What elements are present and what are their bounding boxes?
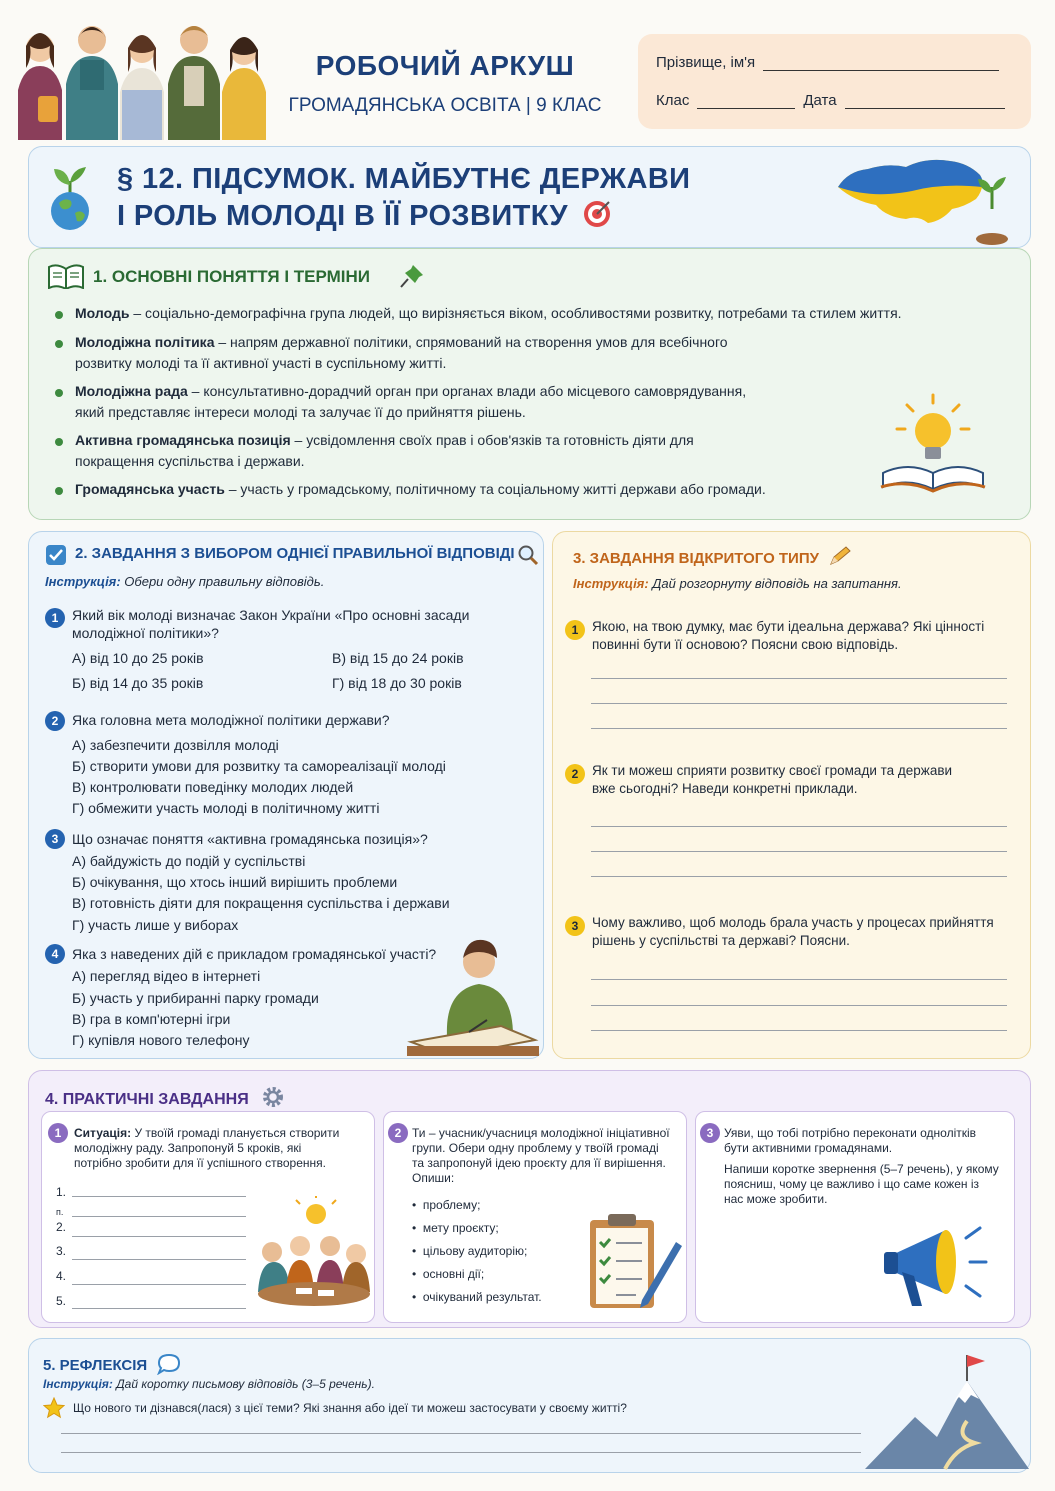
topic-title-line1: § 12. ПІДСУМОК. МАЙБУТНЄ ДЕРЖАВИ: [117, 163, 691, 195]
class-line[interactable]: [697, 95, 795, 109]
lightbulb-book-icon: [877, 391, 989, 495]
step-2-line[interactable]: [72, 1216, 246, 1217]
globe-sprout-icon: [45, 163, 95, 233]
bullet-dot: [55, 487, 63, 495]
term-youth-council: Молодіжна рада – консультативно-дорадчий орган при органах влади або місцевого самоврядування, який представляє інтереси молоді та залучає її до прийняття рішень.: [75, 383, 747, 420]
step-4-line[interactable]: [72, 1284, 246, 1285]
term-youth-policy: Молодіжна політика – напрям державної політики, спрямований на створення умов для всебічного розвитку молоді та її активної участі в суспільному житті.: [75, 334, 728, 371]
q2-option-c[interactable]: В) контролювати поведінку молодих людей: [72, 779, 354, 795]
answer-line[interactable]: [591, 703, 1007, 704]
step-5-line[interactable]: [72, 1308, 246, 1309]
question-number: 3: [45, 829, 65, 849]
step-3-line[interactable]: [72, 1259, 246, 1260]
worksheet-subtitle: ГРОМАДЯНСЬКА ОСВІТА | 9 КЛАС: [288, 95, 602, 116]
q1-option-a[interactable]: А) від 10 до 25 років: [72, 650, 204, 666]
answer-line[interactable]: [61, 1452, 861, 1453]
q2-option-b[interactable]: Б) створити умови для розвитку та самореалізації молоді: [72, 758, 446, 774]
open-question-2: Як ти можеш сприяти розвитку своєї громади та держави вже сьогодні? Наведи конкретні приклади.: [592, 763, 953, 796]
open-question-1: Якою, на твою думку, має бути ідеальна держава? Які цінності повинні бути її основою? Поясни свою відповідь.: [592, 619, 985, 652]
answer-line[interactable]: [591, 826, 1007, 827]
task2-text: Ти – учасник/учасниця молодіжної ініціативної групи. Обери одну проблему у твоїй громаді та запропонуй ідею проєкту для її вирішення. Опиши:: [412, 1126, 670, 1185]
topic-title-line2: І РОЛЬ МОЛОДІ В ЇЇ РОЗВИТКУ: [117, 199, 612, 233]
term-active-citizenship: Активна громадянська позиція – усвідомлення своїх прав і обов'язків та готовність діяти для покращення суспільства і держави.: [75, 432, 694, 469]
name-field[interactable]: [656, 54, 999, 71]
worksheet-title: РОБОЧИЙ АРКУШ: [315, 50, 575, 81]
task2-bullet-result: • очікуваний результат.: [412, 1290, 542, 1304]
task3-instructions: Напиши коротке звернення (5–7 речень), у якому поясниш, чому це важливо і що саме кожен із нас може зробити.: [724, 1162, 999, 1206]
question-number: 2: [565, 764, 585, 784]
question-number: 1: [565, 620, 585, 640]
students-illustration: [18, 10, 268, 140]
bullet-dot: [55, 438, 63, 446]
task3-text: Уяви, що тобі потрібно переконати однолітків бути активними громадянами.: [724, 1126, 977, 1155]
answer-line[interactable]: [591, 678, 1007, 679]
q2-option-a[interactable]: А) забезпечити дозвілля молоді: [72, 737, 279, 753]
star-icon: [43, 1397, 65, 1419]
answer-line[interactable]: [591, 1030, 1007, 1031]
step-1-line[interactable]: [72, 1196, 246, 1197]
mountain-flag-illustration: [865, 1353, 1029, 1471]
step-5-label: 5.: [56, 1294, 67, 1308]
task-card-2: [383, 1111, 687, 1323]
topic-banner: [28, 146, 1031, 248]
section2-title: 2. ЗАВДАННЯ З ВИБОРОМ ОДНІЄЇ ПРАВИЛЬНОЇ ВІДПОВІДІ: [75, 545, 515, 562]
step-1-label: 1.: [56, 1185, 67, 1199]
class-date-row: [656, 92, 1005, 109]
section-reflection: [28, 1338, 1031, 1473]
section-practical-tasks: [28, 1070, 1031, 1328]
bullet-dot: [55, 311, 63, 319]
date-line[interactable]: [845, 95, 1005, 109]
term-youth: Молодь – соціально-демографічна група людей, що вирізняється віком, особливостями розвитку, потребами та стилем життя.: [75, 305, 902, 321]
step-2-label: 2.: [56, 1220, 67, 1234]
answer-line[interactable]: [591, 979, 1007, 980]
step-stray-label: п.: [56, 1207, 64, 1217]
question-3: Що означає поняття «активна громадянська позиція»?: [72, 831, 428, 847]
question-1: Який вік молоді визначає Закон України «Про основні засади молодіжної політики»?: [72, 607, 470, 641]
pushpin-icon: [399, 263, 425, 289]
q4-option-b[interactable]: Б) участь у прибиранні парку громади: [72, 990, 319, 1006]
ukraine-map-icon: [834, 153, 1024, 245]
task-number: 3: [700, 1123, 720, 1143]
answer-line[interactable]: [591, 876, 1007, 877]
q4-option-d[interactable]: Г) купівля нового телефону: [72, 1032, 250, 1048]
gear-icon: [261, 1085, 285, 1109]
section-open-questions: [552, 531, 1031, 1059]
answer-line[interactable]: [591, 1005, 1007, 1006]
reflection-question: Що нового ти дізнався(лася) з цієї теми? Які знання або ідеї ти можеш застосувати у своєму житті?: [73, 1401, 627, 1415]
q3-option-a[interactable]: А) байдужість до подій у суспільстві: [72, 853, 306, 869]
class-label: Клас: [656, 92, 690, 109]
task2-bullet-problem: • проблему;: [412, 1198, 481, 1212]
section-key-terms: [28, 248, 1031, 520]
q2-option-d[interactable]: Г) обмежити участь молоді в політичному житті: [72, 800, 380, 816]
date-label: Дата: [803, 92, 837, 109]
question-number: 1: [45, 608, 65, 628]
student-info-box: [638, 34, 1031, 129]
section5-title: 5. РЕФЛЕКСІЯ: [43, 1353, 181, 1375]
task-card-1: [41, 1111, 375, 1323]
section2-instruction: Інструкція: Обери одну правильну відповідь.: [45, 574, 325, 589]
term-civic-participation: Громадянська участь – участь у громадському, політичному та соціальному житті держави або громади.: [75, 481, 766, 497]
q1-option-b[interactable]: Б) від 14 до 35 років: [72, 675, 204, 691]
megaphone-icon: [880, 1216, 1000, 1312]
q4-option-c[interactable]: В) гра в комп'ютерні ігри: [72, 1011, 231, 1027]
task1-text: Ситуація: У твоїй громаді планується створити молодіжну раду. Запропонуй 5 кроків, які потрібно зробити для її успішного створення.: [74, 1126, 340, 1170]
checkbox-icon: [45, 544, 67, 566]
question-2: Яка головна мета молодіжної політики держави?: [72, 712, 390, 728]
bullet-dot: [55, 340, 63, 348]
question-number: 4: [45, 944, 65, 964]
task-number: 1: [48, 1123, 68, 1143]
section3-title: 3. ЗАВДАННЯ ВІДКРИТОГО ТИПУ: [573, 546, 853, 567]
name-label: Прізвище, ім'я: [656, 54, 756, 71]
speech-bubble-icon: [157, 1353, 181, 1375]
task2-bullet-goal: • мету проєкту;: [412, 1221, 499, 1235]
section4-title: 4. ПРАКТИЧНІ ЗАВДАННЯ: [45, 1085, 285, 1109]
open-book-icon: [47, 263, 85, 289]
q3-option-b[interactable]: Б) очікування, що хтось інший вирішить проблеми: [72, 874, 398, 890]
team-meeting-illustration: [254, 1196, 372, 1314]
step-4-label: 4.: [56, 1269, 67, 1283]
section3-instruction: Інструкція: Дай розгорнуту відповідь на запитання.: [573, 576, 902, 591]
step-3-label: 3.: [56, 1244, 67, 1258]
section5-instruction: Інструкція: Дай коротку письмову відповідь (3–5 речень).: [43, 1377, 375, 1391]
step-2b-line[interactable]: [72, 1236, 246, 1237]
section1-title: 1. ОСНОВНІ ПОНЯТТЯ І ТЕРМІНИ: [93, 267, 370, 286]
question-4: Яка з наведених дій є прикладом громадянської участі?: [72, 946, 437, 962]
section-multiple-choice: [28, 531, 544, 1059]
q3-option-d[interactable]: Г) участь лише у виборах: [72, 917, 239, 933]
q1-option-c[interactable]: В) від 15 до 24 років: [332, 650, 464, 666]
target-icon: [582, 199, 612, 229]
open-question-3: Чому важливо, щоб молодь брала участь у процесах прийняття рішень у суспільстві та державі? Поясни.: [592, 915, 994, 948]
q1-option-d[interactable]: Г) від 18 до 30 років: [332, 675, 462, 691]
question-number: 2: [45, 711, 65, 731]
question-number: 3: [565, 916, 585, 936]
answer-line[interactable]: [61, 1433, 861, 1434]
name-line[interactable]: [763, 57, 999, 71]
answer-line[interactable]: [591, 728, 1007, 729]
clipboard-checklist-icon: [584, 1210, 684, 1314]
q4-option-a[interactable]: А) перегляд відео в інтернеті: [72, 968, 261, 984]
answer-line[interactable]: [591, 851, 1007, 852]
pencil-icon: [829, 546, 853, 566]
task2-bullet-audience: • цільову аудиторію;: [412, 1244, 528, 1258]
bullet-dot: [55, 389, 63, 397]
magnifier-icon: [517, 544, 539, 566]
q3-option-c[interactable]: В) готовність діяти для покращення суспільства і держави: [72, 895, 450, 911]
task2-bullet-actions: • основні дії;: [412, 1267, 485, 1281]
task-number: 2: [388, 1123, 408, 1143]
student-writing-illustration: [407, 936, 539, 1056]
task-card-3: [695, 1111, 1015, 1323]
